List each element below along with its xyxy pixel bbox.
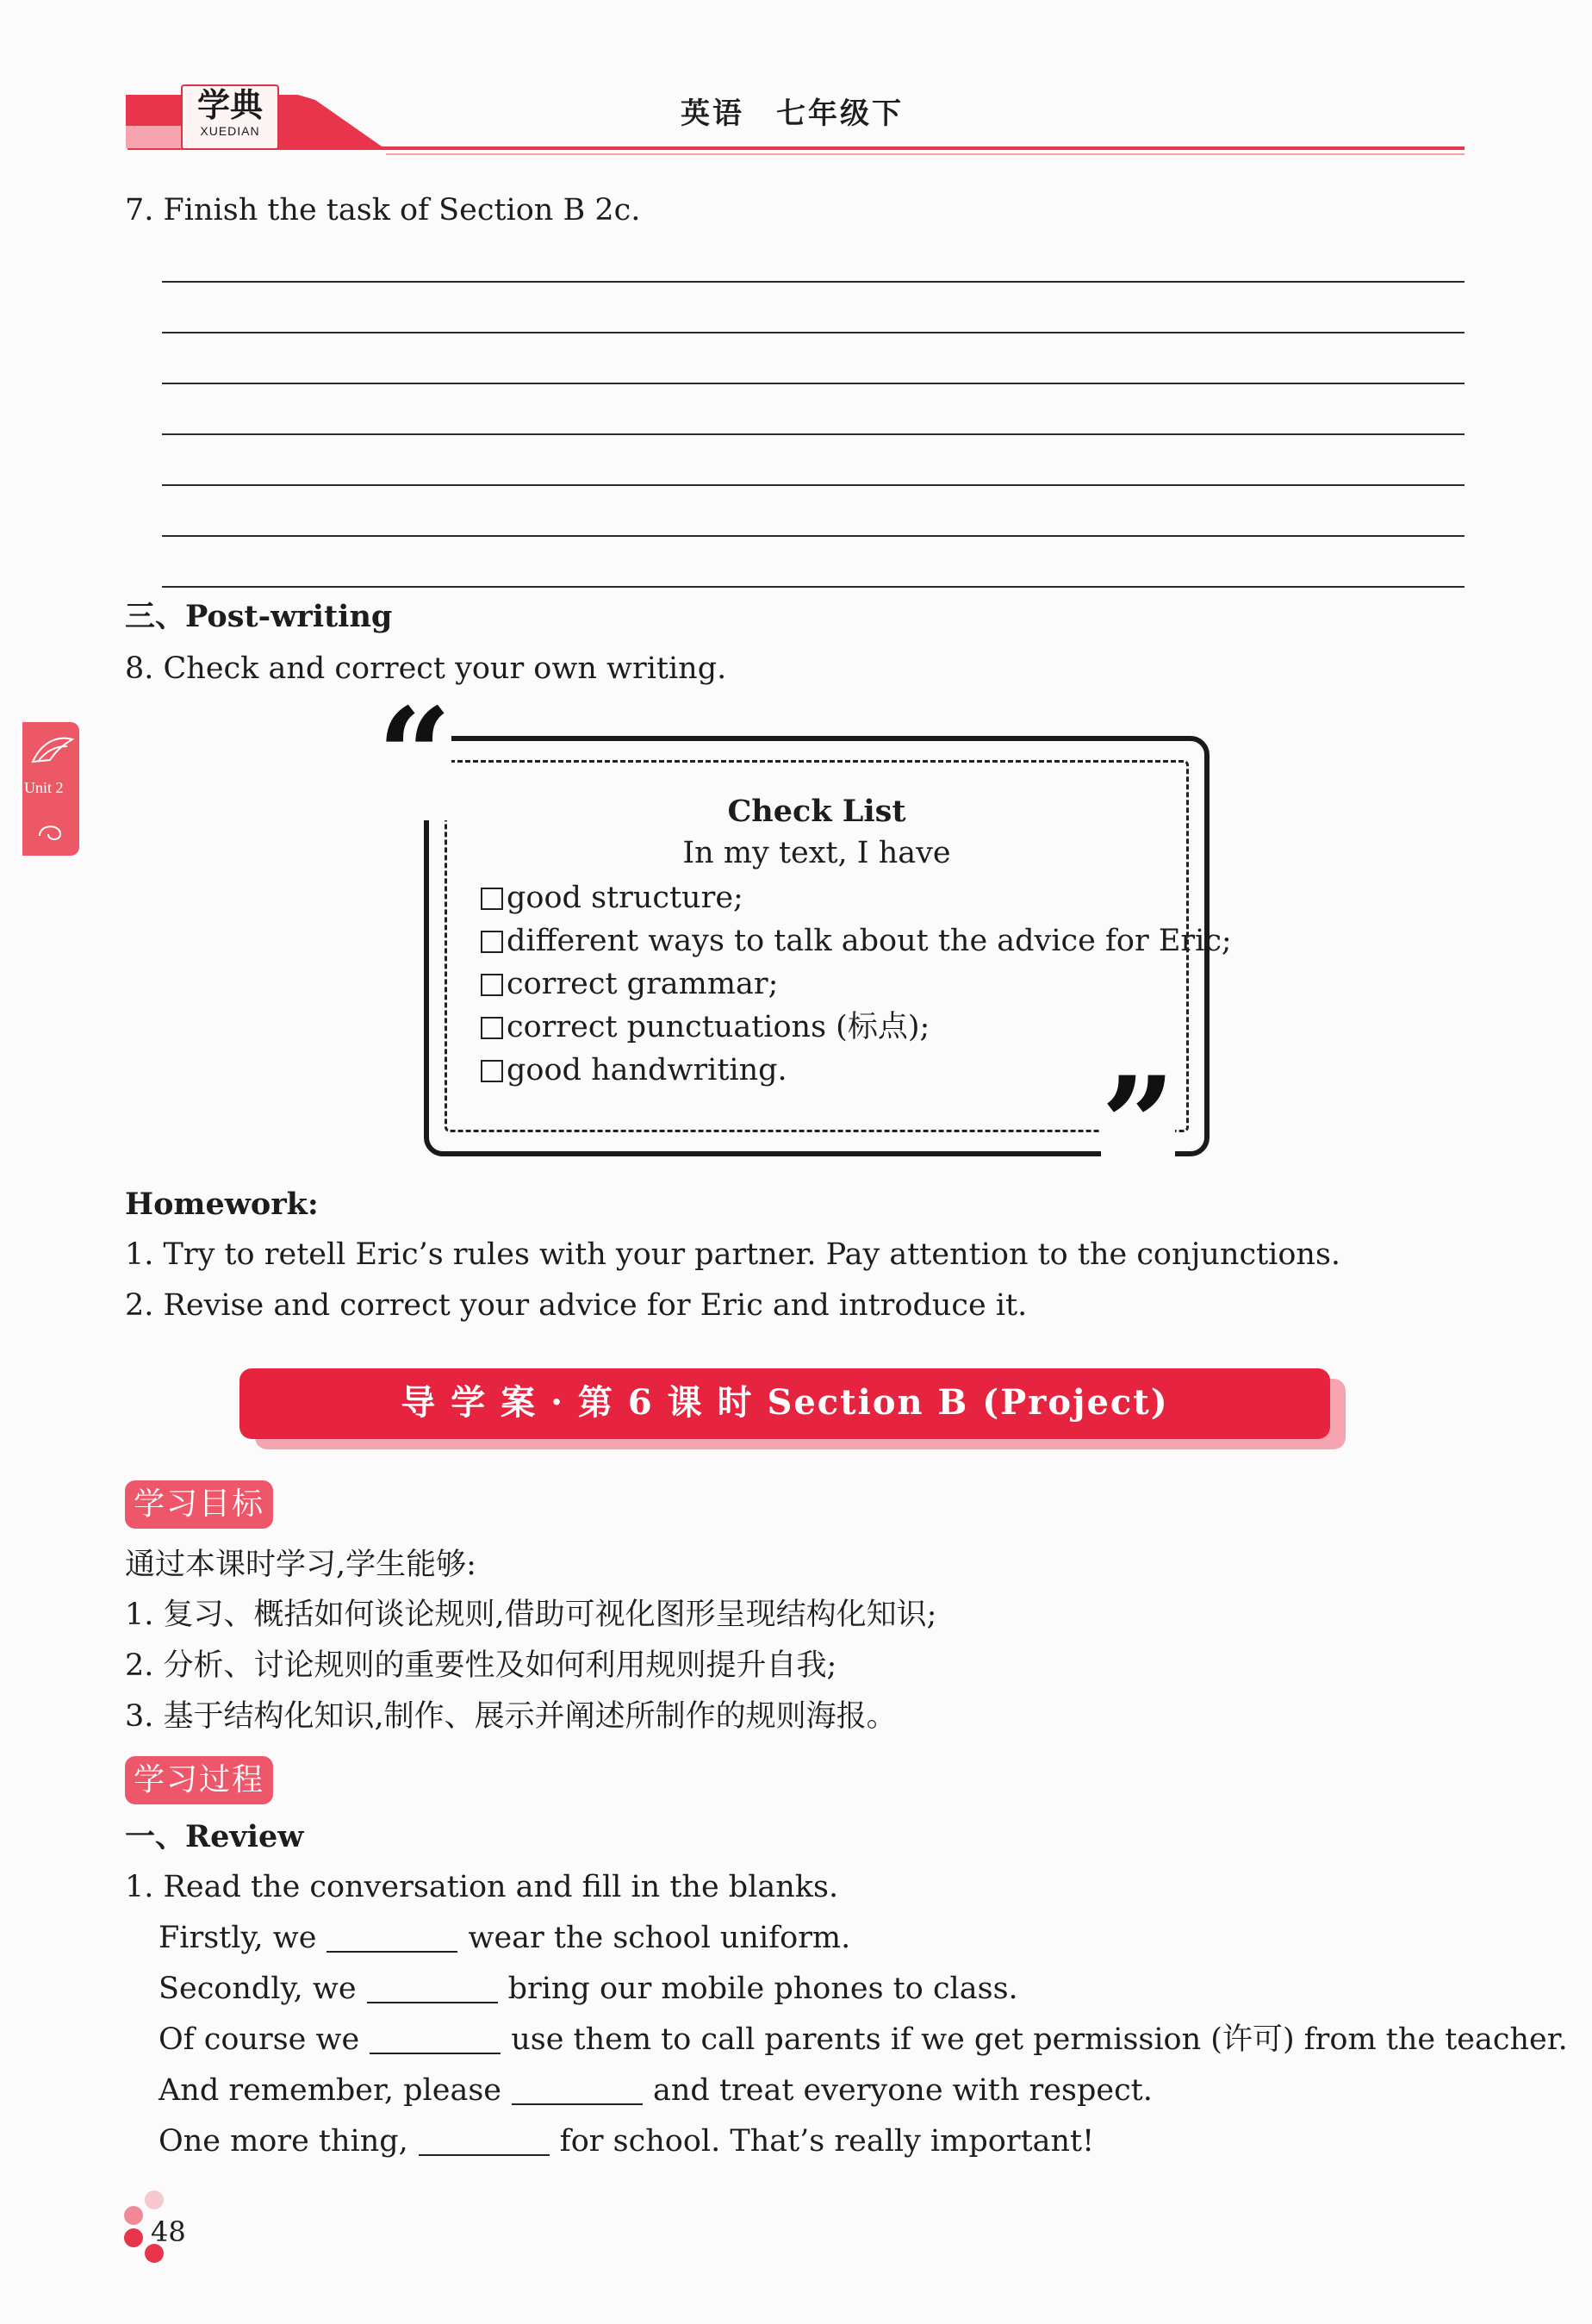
fill-line-before: Of course we bbox=[159, 2022, 360, 2057]
fill-line-before: And remember, please bbox=[159, 2073, 501, 2108]
fill-line-after: wear the school uniform. bbox=[468, 1921, 851, 1955]
question-7: 7. Finish the task of Section B 2c. bbox=[125, 193, 641, 227]
answer-line bbox=[162, 433, 1465, 435]
fill-line-after: and treat everyone with respect. bbox=[653, 2073, 1153, 2108]
fill-line bbox=[159, 1970, 1018, 2008]
process-pill: 学习过程 bbox=[125, 1756, 273, 1804]
open-quote-icon: “ bbox=[377, 680, 452, 832]
answer-line bbox=[162, 281, 1465, 283]
checklist-item-label: good structure; bbox=[507, 881, 743, 915]
checklist-item[interactable] bbox=[481, 1008, 930, 1046]
post-writing-heading: 三、Post-writing bbox=[125, 599, 393, 634]
header-rule-light bbox=[386, 153, 1465, 155]
checkbox[interactable] bbox=[481, 974, 503, 996]
checklist-item-label: correct punctuations (标点); bbox=[507, 1010, 930, 1044]
fill-line bbox=[159, 2021, 1568, 2059]
section-banner bbox=[239, 1368, 1330, 1439]
objective-item: 2. 分析、讨论规则的重要性及如何利用规则提升自我; bbox=[125, 1648, 837, 1683]
checklist-item-label: correct grammar; bbox=[507, 967, 779, 1001]
fill-blank[interactable] bbox=[326, 1925, 457, 1953]
homework-item: 1. Try to retell Eric’s rules with your partner. Pay attention to the conjunctions. bbox=[125, 1237, 1341, 1272]
page-number: 48 bbox=[151, 2215, 186, 2248]
side-tab-label: Unit 2 bbox=[24, 779, 64, 796]
objectives-intro: 通过本课时学习,学生能够: bbox=[125, 1548, 476, 1582]
logo-cn: 学典 bbox=[196, 85, 263, 124]
checklist-item-label: different ways to talk about the advice for Eric; bbox=[507, 924, 1232, 958]
review-question-1: 1. Read the conversation and fill in the blanks. bbox=[125, 1870, 839, 1904]
swirl-icon bbox=[34, 819, 69, 844]
logo-en: XUEDIAN bbox=[200, 124, 260, 138]
close-quote-icon: ” bbox=[1101, 1049, 1176, 1200]
fill-line bbox=[159, 1919, 850, 1957]
objective-item: 3. 基于结构化知识,制作、展示并阐述所制作的规则海报。 bbox=[125, 1699, 897, 1734]
fill-blank[interactable] bbox=[419, 2128, 550, 2156]
fill-blank[interactable] bbox=[367, 1976, 498, 2003]
fill-line bbox=[159, 2072, 1153, 2109]
checkbox[interactable] bbox=[481, 888, 503, 910]
fill-line bbox=[159, 2122, 1094, 2160]
unit-side-tab bbox=[22, 722, 79, 856]
fill-line-after: for school. That’s really important! bbox=[559, 2124, 1095, 2159]
question-8: 8. Check and correct your own writing. bbox=[125, 651, 727, 686]
objective-item: 1. 复习、概括如何谈论规则,借助可视化图形呈现结构化知识; bbox=[125, 1598, 937, 1632]
decor-dot bbox=[124, 2228, 143, 2247]
answer-line bbox=[162, 332, 1465, 333]
fill-blank[interactable] bbox=[512, 2078, 643, 2105]
fill-line-after: bring our mobile phones to class. bbox=[507, 1972, 1018, 2006]
answer-line bbox=[162, 484, 1465, 486]
fill-line-before: Firstly, we bbox=[159, 1921, 317, 1955]
checklist-title: Check List bbox=[727, 794, 906, 829]
fill-line-before: One more thing, bbox=[159, 2124, 408, 2159]
fill-line-before: Secondly, we bbox=[159, 1972, 357, 2006]
checklist-item[interactable] bbox=[481, 965, 778, 1003]
objectives-pill: 学习目标 bbox=[125, 1480, 273, 1529]
checklist-box bbox=[377, 680, 1232, 1200]
checklist-item[interactable] bbox=[481, 879, 743, 917]
decor-dot bbox=[145, 2190, 164, 2209]
wing-icon bbox=[26, 731, 78, 774]
checklist-item[interactable] bbox=[481, 922, 1232, 960]
answer-line bbox=[162, 535, 1465, 537]
fill-line-after: use them to call parents if we get permission (许可) from the teacher. bbox=[511, 2022, 1568, 2057]
homework-heading: Homework: bbox=[125, 1187, 319, 1222]
section-banner-title: 导 学 案 · 第 6 课 时 Section B (Project) bbox=[401, 1382, 1169, 1423]
header-title: 英语 七年级下 bbox=[681, 97, 904, 131]
checkbox[interactable] bbox=[481, 1017, 503, 1039]
checkbox[interactable] bbox=[481, 1060, 503, 1082]
homework-item: 2. Revise and correct your advice for Eric and introduce it. bbox=[125, 1288, 1028, 1323]
review-heading: 一、Review bbox=[125, 1819, 304, 1854]
checkbox[interactable] bbox=[481, 931, 503, 953]
fill-blank[interactable] bbox=[370, 2027, 501, 2054]
checklist-item-label: good handwriting. bbox=[507, 1053, 787, 1087]
checklist-item[interactable] bbox=[481, 1051, 787, 1089]
answer-line bbox=[162, 586, 1465, 588]
checklist-subtitle: In my text, I have bbox=[682, 836, 951, 870]
answer-line bbox=[162, 383, 1465, 384]
logo bbox=[181, 84, 279, 150]
decor-dot bbox=[124, 2206, 143, 2225]
